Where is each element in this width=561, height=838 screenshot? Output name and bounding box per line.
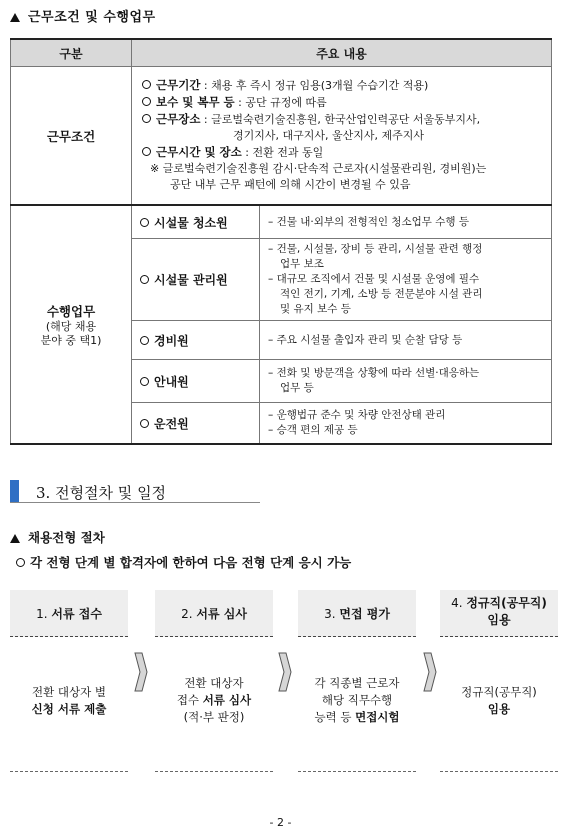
divider — [10, 771, 128, 772]
divider — [440, 771, 558, 772]
condition-note-continued: 공단 내부 근무 패턴에 의해 시간이 변경될 수 있음 — [170, 177, 411, 191]
circle-bullet-icon — [142, 147, 151, 156]
condition-content — [132, 67, 552, 206]
step-2-body: 전환 대상자 접수 서류 심사 (적·부 판정) — [176, 676, 252, 724]
circle-bullet-icon — [16, 558, 25, 567]
page-number: - 2 - — [269, 816, 292, 829]
circle-bullet-icon — [142, 97, 151, 106]
circle-bullet-icon — [142, 80, 151, 89]
circle-bullet-icon — [142, 114, 151, 123]
step-4-body: 정규직(공무직) 임용 — [461, 685, 537, 716]
role-description: – 주요 시설물 출입자 관리 및 순찰 담당 등 — [260, 321, 552, 360]
triangle-bullet-icon — [10, 534, 20, 543]
table-row — [11, 67, 552, 206]
step-1-body: 전환 대상자 별 신청 서류 제출 — [31, 685, 107, 716]
role-description: – 운행법규 준수 및 차량 안전상태 관리 – 승객 편의 제공 등 — [260, 403, 552, 445]
role-driver: 운전원 — [132, 403, 260, 445]
chevron-right-icon — [423, 652, 437, 692]
role-cleaner: 시설물 청소원 — [132, 205, 260, 239]
section-heading: 근무조건 및 수행업무 — [10, 6, 156, 25]
condition-note: ※ 글로벌숙련기술진흥원 감시·단속적 근로자(시설물관리원, 경비원)는 — [150, 161, 487, 175]
divider — [155, 771, 273, 772]
blue-bar-icon — [10, 480, 19, 502]
role-description: – 건물 내·외부의 전형적인 청소업무 수행 등 — [260, 205, 552, 239]
step-1-header: 1. 서류 접수 — [10, 590, 128, 637]
header-content: 주요 내용 — [132, 39, 552, 67]
divider — [298, 771, 416, 772]
step-3-header: 3. 면접 평가 — [298, 590, 416, 637]
step-3-body: 각 직종별 근로자 해당 직무수행 능력 등 면접시험 — [314, 676, 400, 724]
circle-bullet-icon — [140, 377, 149, 386]
role-description: – 건물, 시설물, 장비 등 관리, 시설물 관련 행정 업무 보조 – 대규모 조직에서 건물 및 시설물 운영에 필수 적인 전기, 기계, 소방 등 전문분야 시설 관리 및 유지 보수 등 — [260, 239, 552, 321]
condition-item: 근무시간 및 장소 : 전환 전과 동일 — [142, 144, 545, 161]
section-3-heading: 3. 전형절차 및 일정 — [10, 480, 260, 503]
step-2-header: 2. 서류 심사 — [155, 590, 273, 637]
chevron-right-icon — [278, 652, 292, 692]
process-note: 각 전형 단계 별 합격자에 한하여 다음 전형 단계 응시 가능 — [16, 553, 351, 571]
triangle-bullet-icon — [10, 13, 20, 22]
category-duties: 수행업무 (해당 채용 분야 중 택1) — [11, 205, 132, 444]
table-row — [11, 205, 552, 239]
header-category: 구분 — [11, 39, 132, 67]
subsection-title: 채용전형 절차 — [10, 528, 105, 546]
role-receptionist: 안내원 — [132, 360, 260, 403]
conditions-table — [10, 38, 552, 445]
circle-bullet-icon — [140, 218, 149, 227]
condition-item: 보수 및 복무 등 : 공단 규정에 따름 — [142, 94, 545, 111]
condition-item: 근무장소 : 글로벌숙련기술진흥원, 한국산업인력공단 서울동부지사, — [142, 111, 545, 128]
circle-bullet-icon — [140, 275, 149, 284]
condition-item-continued: 경기지사, 대구지사, 울산지사, 제주지사 — [233, 128, 424, 142]
circle-bullet-icon — [140, 336, 149, 345]
role-security-guard: 경비원 — [132, 321, 260, 360]
step-4-header: 4. 정규직(공무직) 임용 — [440, 590, 558, 637]
role-description: – 전화 및 방문객을 상황에 따라 선별·대응하는 업무 등 — [260, 360, 552, 403]
circle-bullet-icon — [140, 419, 149, 428]
condition-item: 근무기간 : 채용 후 즉시 정규 임용(3개월 수습기간 적용) — [142, 77, 545, 94]
category-condition: 근무조건 — [11, 67, 132, 206]
chevron-right-icon — [134, 652, 148, 692]
table-header-row — [11, 39, 552, 67]
role-facility-manager: 시설물 관리원 — [132, 239, 260, 321]
